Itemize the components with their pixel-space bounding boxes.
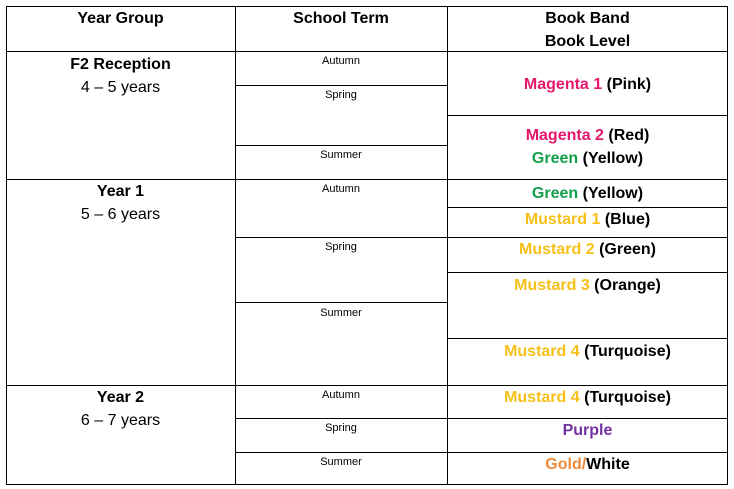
book-level-name: (Yellow) xyxy=(582,150,644,167)
book-band-name: Mustard 4 xyxy=(504,343,580,360)
year-group-age: 5 – 6 years xyxy=(80,206,161,223)
row-divider xyxy=(6,179,728,180)
book-band-name: Gold/ xyxy=(545,456,587,473)
book-band-name: Magenta 2 xyxy=(525,127,604,144)
book-entry xyxy=(447,343,728,361)
book-band-name: Mustard 2 xyxy=(519,241,595,258)
band-divider xyxy=(447,207,728,208)
header-school-term: School Term xyxy=(293,10,389,27)
book-band-name: Green xyxy=(531,185,579,202)
book-band-name: Purple xyxy=(562,422,613,439)
book-entry xyxy=(447,389,728,407)
book-entry xyxy=(447,185,728,203)
term-label: Summer xyxy=(320,307,362,319)
year-group-name: Year 1 xyxy=(96,183,145,200)
term-divider xyxy=(235,145,447,146)
book-band-name: Mustard 3 xyxy=(514,277,590,294)
band-divider xyxy=(447,418,728,419)
term-divider xyxy=(235,452,447,453)
header-book-level: Book Level xyxy=(544,33,631,50)
book-level-name: (Blue) xyxy=(604,211,651,228)
term-label: Autumn xyxy=(322,389,360,401)
book-entry xyxy=(447,76,728,94)
book-entry xyxy=(447,277,728,295)
year-group-name: Year 2 xyxy=(96,389,145,406)
table-border-top xyxy=(6,6,728,7)
book-band-name: Mustard 1 xyxy=(524,211,601,228)
book-level-name: (Yellow) xyxy=(582,185,644,202)
book-band-name: Green xyxy=(531,150,579,167)
term-divider xyxy=(235,85,447,86)
book-level-name: (Turquoise) xyxy=(584,343,671,360)
book-entry xyxy=(447,150,728,168)
book-band-name: Mustard 4 xyxy=(504,389,580,406)
book-entry xyxy=(447,422,728,440)
table-border-bottom xyxy=(6,484,728,485)
row-divider xyxy=(6,51,728,52)
book-level-name: (Red) xyxy=(608,127,650,144)
term-divider xyxy=(235,237,447,238)
book-level-name: (Green) xyxy=(599,241,656,258)
book-level-name: (Turquoise) xyxy=(584,389,671,406)
book-level-name: (Pink) xyxy=(606,76,652,93)
book-band-name: Magenta 1 xyxy=(523,76,603,93)
term-label: Autumn xyxy=(322,183,360,195)
row-divider xyxy=(6,385,728,386)
book-entry xyxy=(447,127,728,145)
header-book-band: Book Band xyxy=(545,10,630,27)
year-group-name: F2 Reception xyxy=(70,56,171,73)
book-entry xyxy=(447,211,728,229)
book-level-name: White xyxy=(586,456,630,473)
term-label: Autumn xyxy=(322,55,360,67)
band-divider xyxy=(447,338,728,339)
year-group-age: 4 – 5 years xyxy=(80,79,161,96)
band-divider xyxy=(447,115,728,116)
term-label: Spring xyxy=(325,241,357,253)
book-level-name: (Orange) xyxy=(594,277,661,294)
band-divider xyxy=(447,272,728,273)
term-label: Summer xyxy=(320,456,362,468)
term-divider xyxy=(235,418,447,419)
term-label: Spring xyxy=(325,89,357,101)
book-entry xyxy=(447,456,728,474)
band-divider xyxy=(447,237,728,238)
term-label: Summer xyxy=(320,149,362,161)
term-divider xyxy=(235,302,447,303)
band-divider xyxy=(447,452,728,453)
header-year-group: Year Group xyxy=(77,10,164,27)
term-label: Spring xyxy=(325,422,357,434)
year-group-age: 6 – 7 years xyxy=(80,412,161,429)
book-entry xyxy=(447,241,728,259)
